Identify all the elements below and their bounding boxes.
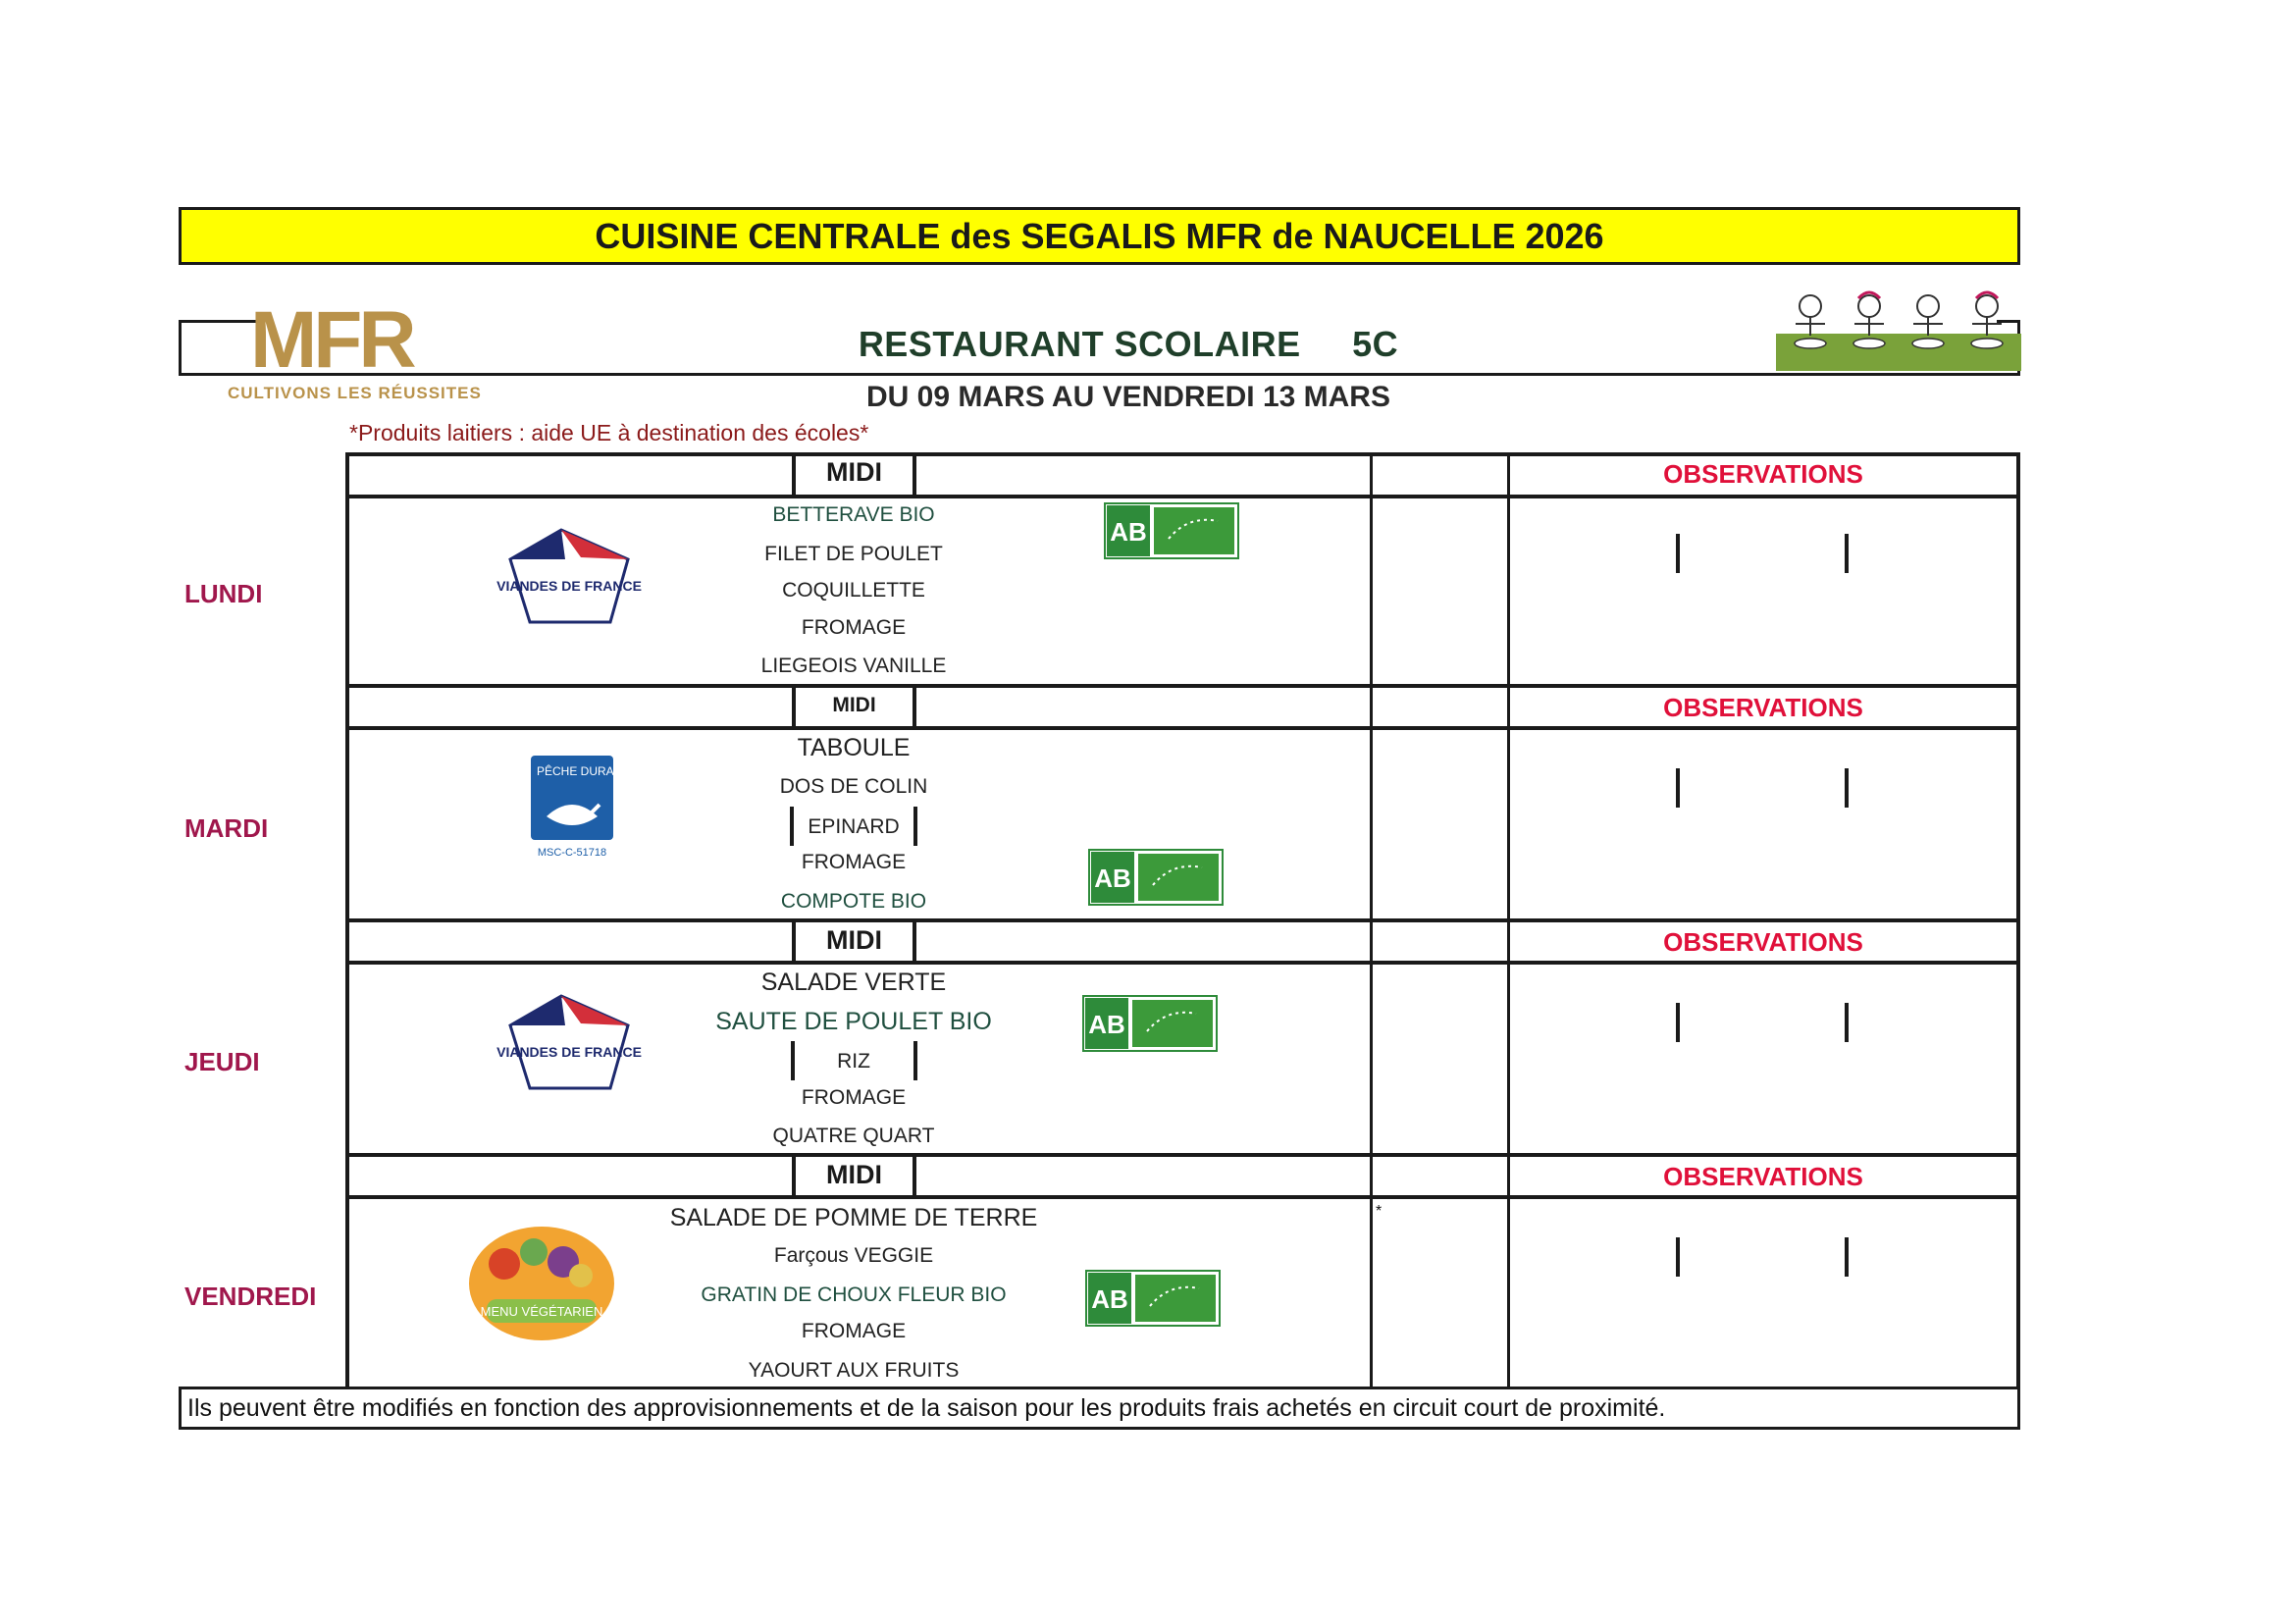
observations-header: OBSERVATIONS <box>1663 459 1863 489</box>
observations-header: OBSERVATIONS <box>1663 1162 1863 1191</box>
day-label-lundi: LUNDI <box>184 579 263 608</box>
observation-mark <box>1845 768 1849 808</box>
dairy-note: *Produits laitiers : aide UE à destination des écoles* <box>349 420 869 445</box>
observation-mark <box>1676 534 1680 573</box>
restaurant-title: RESTAURANT SCOLAIRE 5C <box>858 324 1399 364</box>
kids-illustration <box>1776 285 2021 371</box>
mfr-logo <box>226 295 549 402</box>
dish: FROMAGE <box>801 851 907 873</box>
bio-label-text: AB <box>1094 864 1131 893</box>
dish: FROMAGE <box>801 616 907 639</box>
bio-label-text: AB <box>1110 517 1147 547</box>
observations-header: OBSERVATIONS <box>1663 927 1863 957</box>
observation-mark <box>1845 1237 1849 1277</box>
observation-mark <box>1845 1003 1849 1042</box>
badge-text: VIANDES DE FRANCE <box>496 1044 642 1060</box>
midi-header: MIDI <box>826 1160 882 1189</box>
midi-header: MIDI <box>826 457 882 487</box>
row-line <box>345 961 2020 965</box>
midi-header: MIDI <box>826 925 882 955</box>
dish: EPINARD <box>808 815 900 838</box>
badge-text: VIANDES DE FRANCE <box>496 578 642 594</box>
dish: YAOURT AUX FRUITS <box>748 1359 960 1382</box>
badge-text: MENU VÉGÉTARIEN <box>480 1304 603 1319</box>
row-line <box>345 1153 2020 1157</box>
msc-badge <box>527 754 666 860</box>
dish: LIEGEOIS VANILLE <box>760 654 947 677</box>
viandes-de-france-badge <box>496 986 642 1100</box>
day-label-vendredi: VENDREDI <box>184 1282 317 1311</box>
date-range: DU 09 MARS AU VENDREDI 13 MARS <box>866 381 1390 413</box>
star-mark: * <box>1376 1203 1383 1220</box>
observations-header: OBSERVATIONS <box>1663 693 1863 722</box>
midi-box-line <box>913 918 916 963</box>
dish: COQUILLETTE <box>782 579 925 602</box>
dish: Farçous VEGGIE <box>773 1244 934 1267</box>
msc-badge-text: PÊCHE DURABLE MSC <box>537 764 666 778</box>
dish: SAUTE DE POULET BIO <box>715 1008 992 1035</box>
dish: RIZ <box>837 1050 870 1073</box>
row-line <box>345 684 2020 688</box>
observation-mark <box>1676 768 1680 808</box>
dish: DOS DE COLIN <box>779 775 928 798</box>
dish: FROMAGE <box>801 1320 907 1342</box>
row-line <box>345 1195 2020 1199</box>
dish: TABOULE <box>797 734 911 761</box>
dish: BETTERAVE BIO <box>772 503 935 526</box>
bio-label-icon <box>1105 503 1238 558</box>
observation-mark <box>1845 534 1849 573</box>
menu-vegetarien-badge <box>465 1217 618 1344</box>
row-line <box>345 918 2020 922</box>
mfr-logo-tagline: CULTIVONS LES RÉUSSITES <box>228 384 482 402</box>
midi-box-line <box>913 684 916 728</box>
dish: FILET DE POULET <box>764 543 943 565</box>
day-label-mardi: MARDI <box>184 813 269 843</box>
midi-header: MIDI <box>832 694 876 716</box>
midi-box-line <box>913 1153 916 1197</box>
dish: SALADE DE POMME DE TERRE <box>669 1204 1038 1231</box>
dish: QUATRE QUART <box>772 1125 935 1147</box>
dish-bracket <box>913 807 917 846</box>
footer-disclaimer: Ils peuvent être modifiés en fonction des approvisionnements et de la saison pour les produits frais achetés en circuit court de proximité. <box>179 1387 2020 1430</box>
table-top <box>345 452 2020 456</box>
bio-label-text: AB <box>1088 1010 1125 1039</box>
dish: GRATIN DE CHOUX FLEUR BIO <box>701 1283 1007 1306</box>
observation-mark <box>1676 1237 1680 1277</box>
bio-label-icon <box>1086 1271 1220 1326</box>
dish-bracket <box>913 1041 917 1080</box>
page-title: CUISINE CENTRALE des SEGALIS MFR de NAUCELLE 2026 <box>179 207 2020 265</box>
dish: FROMAGE <box>801 1086 907 1109</box>
row-line <box>345 495 2020 498</box>
observation-mark <box>1676 1003 1680 1042</box>
midi-box-line <box>913 452 916 497</box>
bio-label-icon <box>1083 996 1217 1051</box>
dish: COMPOTE BIO <box>780 890 927 913</box>
msc-code: MSC-C-51718 <box>537 847 607 859</box>
dish: SALADE VERTE <box>760 969 947 996</box>
mfr-logo-text: MFR <box>250 295 413 385</box>
bio-label-icon <box>1089 850 1223 905</box>
day-label-jeudi: JEUDI <box>184 1047 260 1076</box>
bio-label-text: AB <box>1091 1284 1128 1314</box>
row-line <box>345 726 2020 730</box>
